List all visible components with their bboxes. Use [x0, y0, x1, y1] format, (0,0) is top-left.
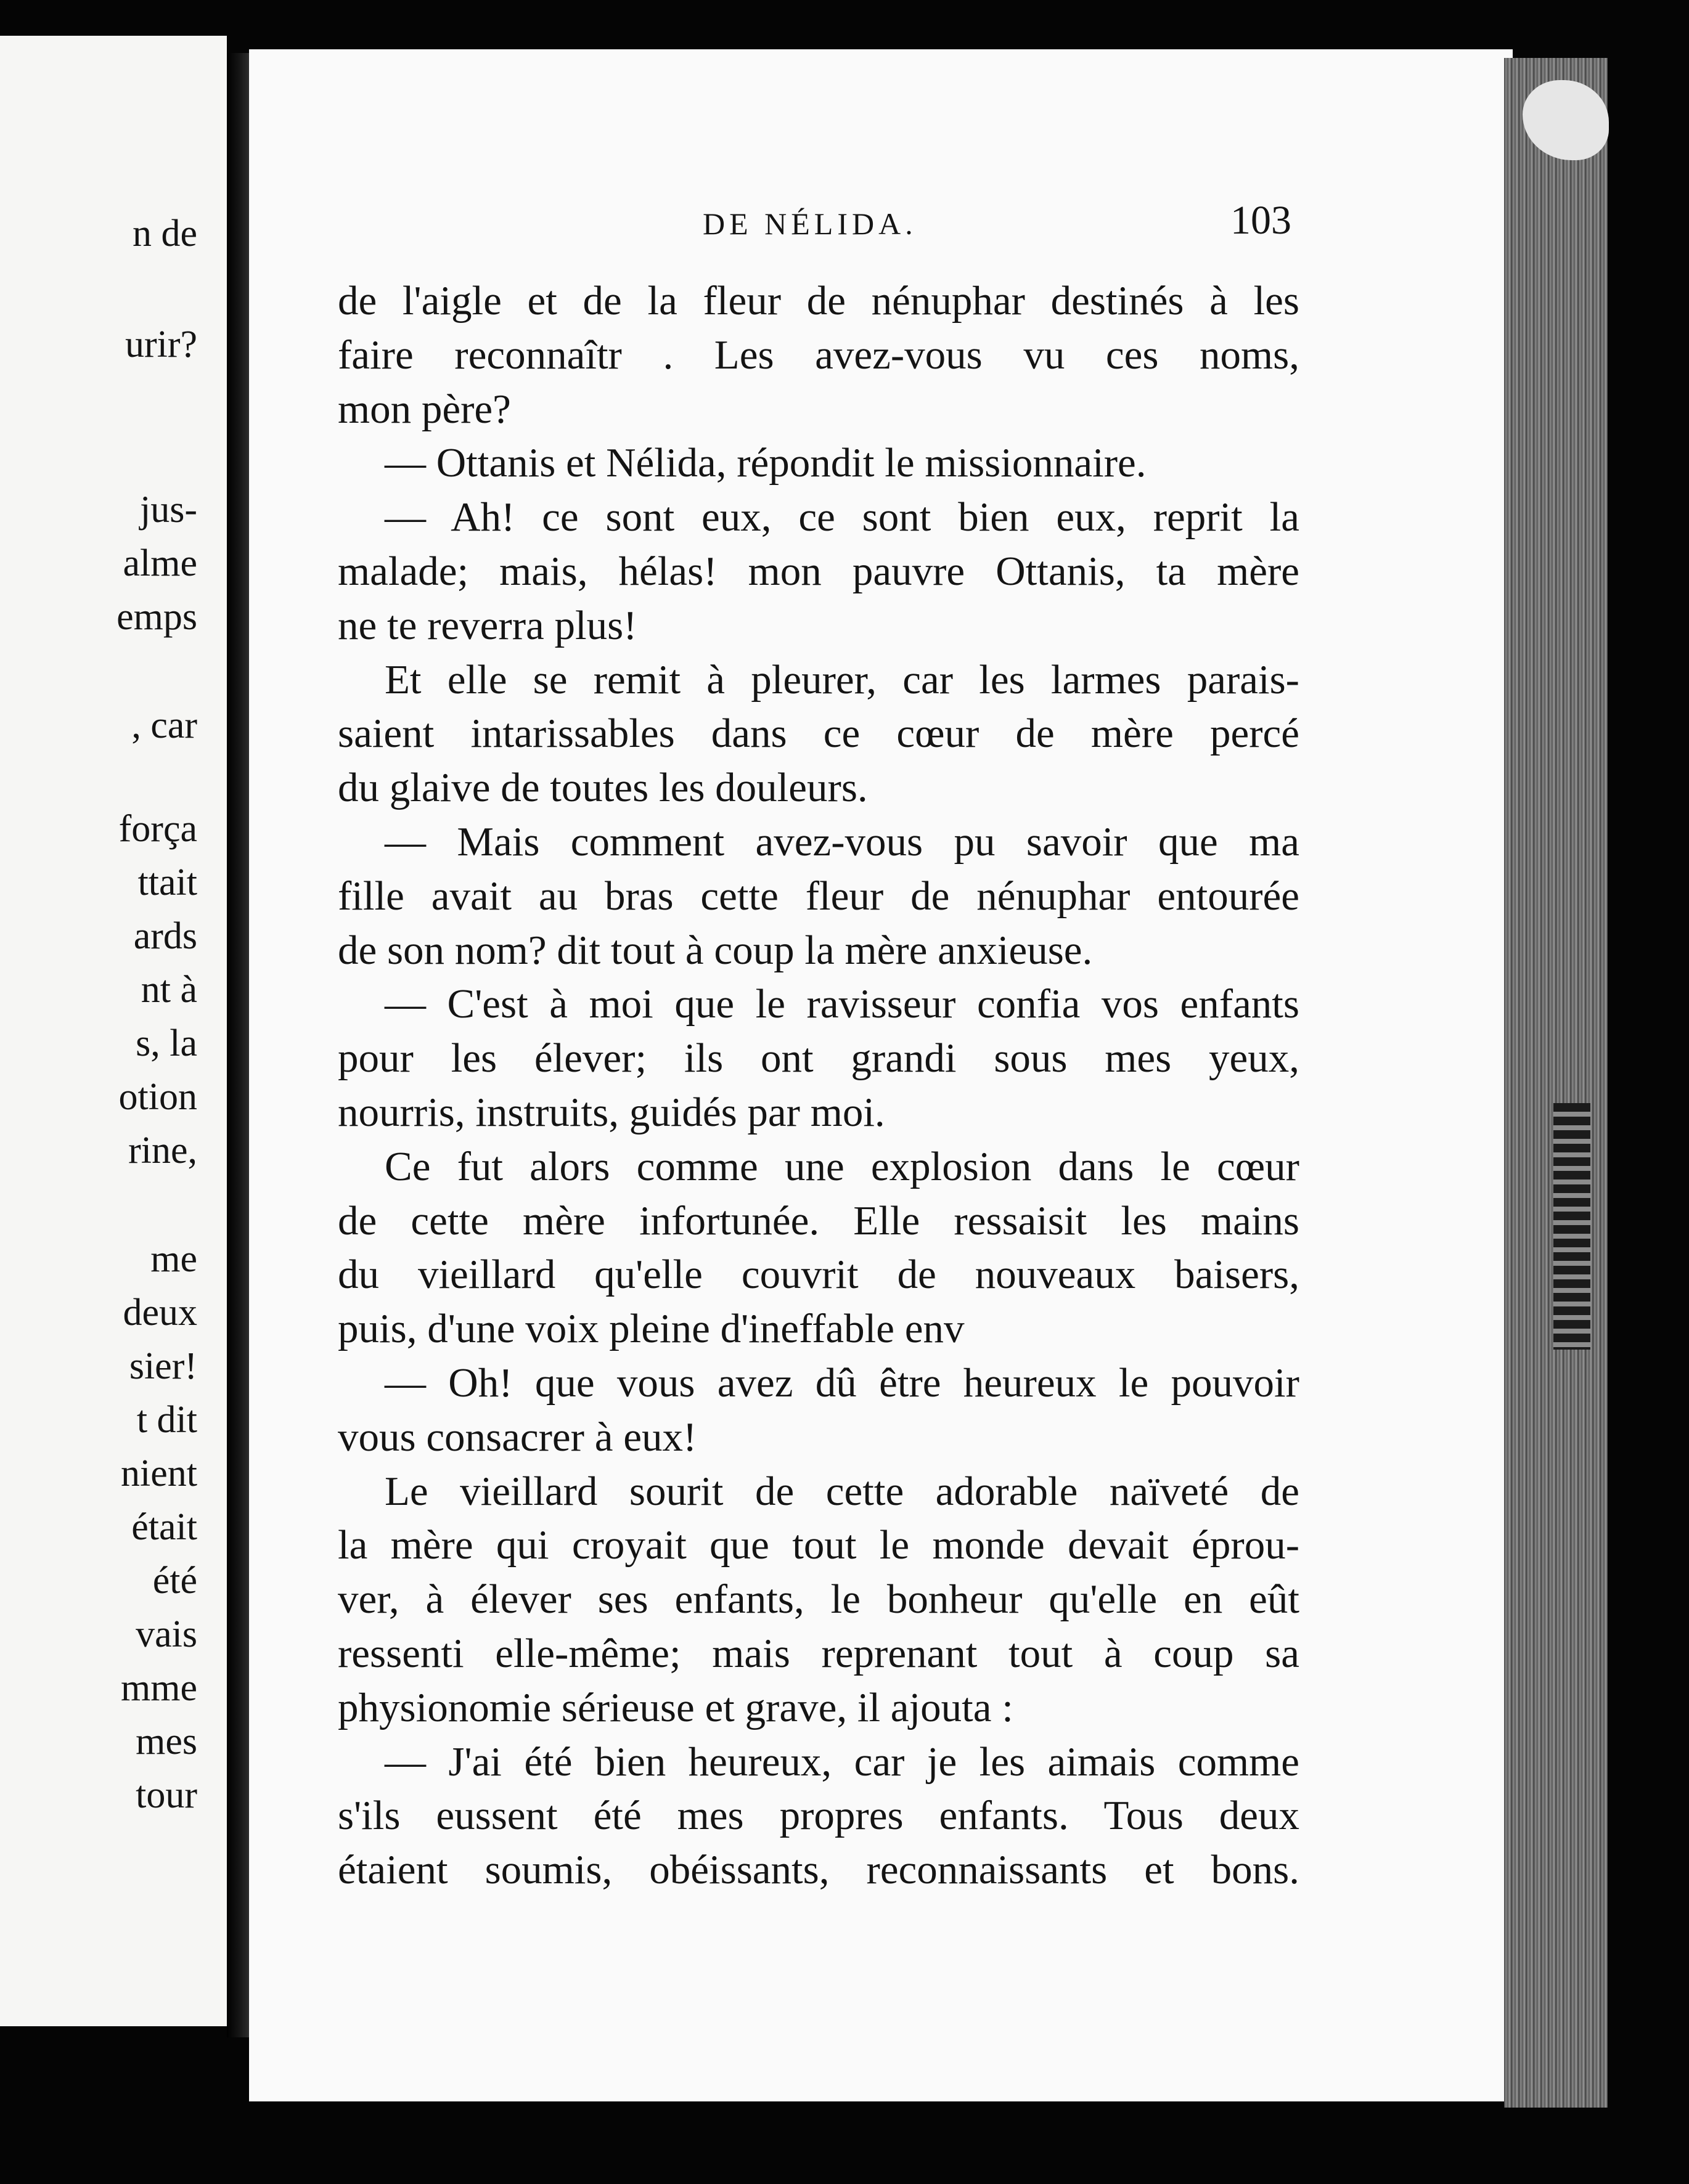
text-line: s'ils eussent été mes propres enfants. Tous deux	[338, 1793, 1299, 1839]
text-line: fille avait au bras cette fleur de nénuphar entourée	[338, 873, 1299, 919]
facing-page-fragment: nient	[121, 1453, 197, 1494]
facing-page-fragment: était	[131, 1506, 197, 1548]
facing-page-fragment: ttait	[137, 862, 197, 903]
page-number: 103	[1230, 198, 1291, 243]
text-line: — Mais comment avez-vous pu savoir que ma	[385, 818, 1299, 865]
facing-page-fragment: urir?	[125, 324, 197, 365]
facing-page-fragment: jus-	[140, 489, 197, 531]
text-line: de l'aigle et de la fleur de nénuphar destinés à les	[338, 278, 1299, 324]
text-line: la mère qui croyait que tout le monde devait éprou-	[338, 1522, 1299, 1568]
facing-page-fragment: ards	[133, 915, 197, 957]
body-text	[338, 274, 1299, 1897]
text-line: ne te reverra plus!	[338, 602, 637, 648]
text-line: étaient soumis, obéissants, reconnaissants et bons.	[338, 1847, 1299, 1893]
text-line: — Oh! que vous avez dû être heureux le pouvoir	[385, 1359, 1299, 1406]
text-line: malade; mais, hélas! mon pauvre Ottanis, ta mère	[338, 548, 1299, 594]
text-line: nourris, instruits, guidés par moi.	[338, 1089, 885, 1135]
running-head: DE NÉLIDA.	[703, 206, 917, 241]
text-line: du vieillard qu'elle couvrit de nouveaux baisers,	[338, 1252, 1299, 1298]
facing-page-fragment: força	[118, 808, 197, 850]
text-line: de cette mère infortunée. Elle ressaisit les mains	[338, 1197, 1299, 1244]
facing-page-fragment: mes	[136, 1721, 197, 1762]
facing-page-fragment: deux	[123, 1292, 197, 1334]
text-line: vous consacrer à eux!	[338, 1414, 697, 1460]
facing-page-fragment: me	[150, 1238, 197, 1280]
text-line: mon père?	[338, 386, 511, 432]
facing-page-fragment: sier!	[129, 1345, 197, 1387]
text-line: — J'ai été bien heureux, car je les aimais comme	[385, 1738, 1299, 1785]
facing-page-fragment: emps	[117, 596, 197, 638]
text-line: — C'est à moi que le ravisseur confia vos enfants	[385, 981, 1299, 1027]
facing-page-fragment: otion	[118, 1076, 197, 1118]
facing-page-fragment: été	[152, 1560, 197, 1602]
text-line: puis, d'une voix pleine d'ineffable env	[338, 1306, 965, 1352]
facing-page-fragment: t dit	[136, 1399, 197, 1441]
library-stamp	[1553, 1103, 1590, 1350]
page-edge	[1504, 58, 1608, 2108]
facing-page-fragment: n de	[132, 213, 197, 255]
facing-page-fragment: rine,	[128, 1130, 197, 1171]
facing-page-fragment: s, la	[136, 1022, 197, 1064]
text-line: pour les élever; ils ont grandi sous mes yeux,	[338, 1035, 1299, 1082]
facing-page-fragment: , car	[131, 704, 197, 746]
facing-page-left	[0, 36, 227, 2026]
text-line: ver, à élever ses enfants, le bonheur qu'elle en eût	[338, 1576, 1299, 1623]
text-line: physionomie sérieuse et grave, il ajouta :	[338, 1684, 1013, 1730]
facing-page-fragment: alme	[123, 542, 197, 584]
facing-page-fragment: mme	[121, 1667, 197, 1709]
text-line: — Ottanis et Nélida, répondit le missionnaire.	[385, 440, 1147, 486]
facing-page-fragment: vais	[136, 1613, 197, 1655]
facing-page-fragment: nt à	[141, 969, 197, 1011]
text-line: Le vieillard sourit de cette adorable naïveté de	[385, 1468, 1299, 1514]
facing-page-fragment: tour	[136, 1774, 197, 1816]
book-gutter	[227, 53, 249, 2037]
text-line: Et elle se remit à pleurer, car les larmes parais-	[385, 656, 1299, 703]
text-line: saient intarissables dans ce cœur de mère percé	[338, 711, 1299, 757]
text-line: Ce fut alors comme une explosion dans le cœur	[385, 1143, 1299, 1189]
text-line: faire reconnaîtr . Les avez-vous vu ces noms,	[338, 332, 1299, 378]
text-line: de son nom? dit tout à coup la mère anxieuse.	[338, 927, 1093, 973]
text-line: — Ah! ce sont eux, ce sont bien eux, reprit la	[385, 494, 1299, 540]
text-line: du glaive de toutes les douleurs.	[338, 765, 868, 811]
text-line: ressenti elle-même; mais reprenant tout à coup sa	[338, 1630, 1299, 1676]
